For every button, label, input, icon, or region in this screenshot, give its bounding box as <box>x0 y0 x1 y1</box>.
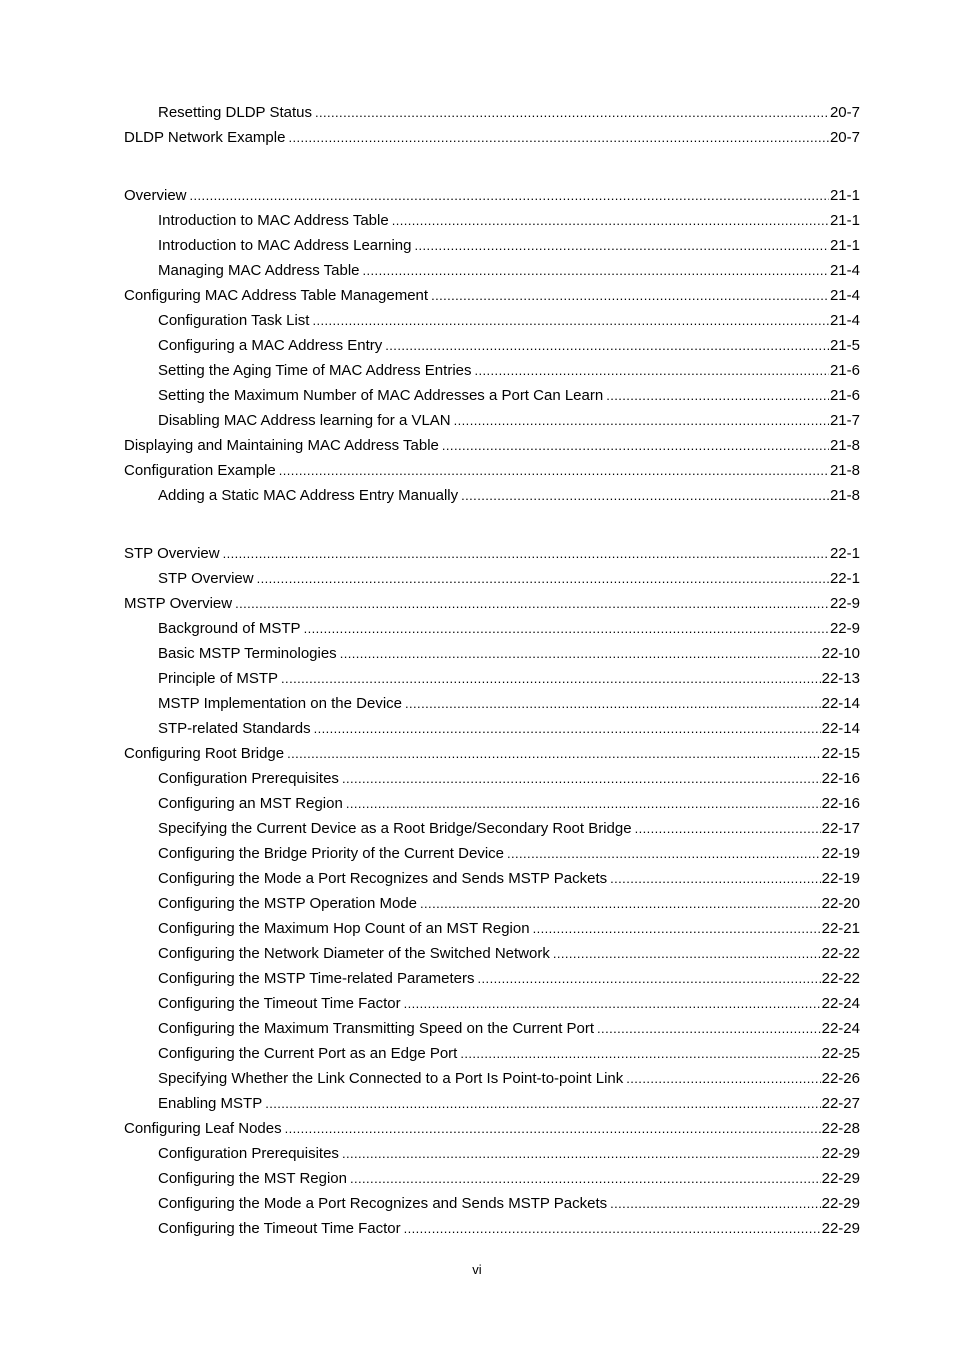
toc-entry-page: 22-27 <box>821 1095 860 1112</box>
dot-leader <box>279 458 829 483</box>
toc-entry-page: 21-7 <box>829 412 860 429</box>
dot-leader <box>610 1191 820 1216</box>
toc-entry-title: Configuring MAC Address Table Management <box>124 287 429 304</box>
toc-entry-level2[interactable] <box>124 566 860 591</box>
toc-entry-level2[interactable] <box>124 916 860 941</box>
toc-entry-title: Configuring the Mode a Port Recognizes and Sends MSTP Packets <box>158 1195 608 1212</box>
toc-entry-title: Introduction to MAC Address Learning <box>158 237 412 254</box>
dot-leader <box>475 358 829 383</box>
toc-entry-title: Basic MSTP Terminologies <box>158 645 337 662</box>
dot-leader <box>363 258 829 283</box>
toc-entry-level2[interactable] <box>124 1091 860 1116</box>
toc-entry-page: 22-29 <box>821 1195 860 1212</box>
toc-entry-page: 22-21 <box>821 920 860 937</box>
toc-entry-page: 21-1 <box>829 212 860 229</box>
toc-entry-title: Principle of MSTP <box>158 670 279 687</box>
toc-entry-level2[interactable] <box>124 666 860 691</box>
toc-entry-page: 22-22 <box>821 970 860 987</box>
toc-entry-level2[interactable] <box>124 991 860 1016</box>
toc-entry-title: Configuring the Mode a Port Recognizes and Sends MSTP Packets <box>158 870 608 887</box>
toc-entry-level1[interactable] <box>124 283 860 308</box>
dot-leader <box>281 666 821 691</box>
toc-entry-page: 22-16 <box>821 770 860 787</box>
toc-entry-level2[interactable] <box>124 966 860 991</box>
toc-entry-level2[interactable] <box>124 691 860 716</box>
toc-entry-title: MSTP Implementation on the Device <box>158 695 403 712</box>
toc-entry-level2[interactable] <box>124 1066 860 1091</box>
dot-leader <box>414 233 828 258</box>
toc-entry-level2[interactable] <box>124 483 860 508</box>
dot-leader <box>312 308 828 333</box>
toc-entry-title: Managing MAC Address Table <box>158 262 360 279</box>
toc-entry-title: Configuring a MAC Address Entry <box>158 337 383 354</box>
dot-leader <box>553 941 821 966</box>
toc-entry-level2[interactable] <box>124 233 860 258</box>
toc-entry-page: 22-26 <box>821 1070 860 1087</box>
toc-entry-title: Configuring the Timeout Time Factor <box>158 995 401 1012</box>
toc-entry-page: 22-29 <box>821 1170 860 1187</box>
toc-entry-level2[interactable] <box>124 941 860 966</box>
section-gap <box>124 508 860 541</box>
toc-entry-page: 20-7 <box>829 129 860 146</box>
toc-entry-title: Configuration Prerequisites <box>158 770 339 787</box>
table-of-contents <box>124 100 860 1241</box>
toc-entry-level2[interactable] <box>124 258 860 283</box>
toc-entry-page: 21-6 <box>829 362 860 379</box>
toc-entry-page: 22-9 <box>829 595 860 612</box>
toc-entry-title: Configuration Task List <box>158 312 310 329</box>
toc-entry-page: 22-16 <box>821 795 860 812</box>
toc-entry-page: 21-4 <box>829 262 860 279</box>
toc-entry-title: Configuration Example <box>124 462 276 479</box>
toc-entry-title: Enabling MSTP <box>158 1095 263 1112</box>
toc-entry-page: 21-8 <box>829 437 860 454</box>
toc-entry-page: 21-5 <box>829 337 860 354</box>
dot-leader <box>420 891 821 916</box>
toc-entry-title: MSTP Overview <box>124 595 233 612</box>
toc-entry-title: Configuring the Current Port as an Edge Port <box>158 1045 458 1062</box>
dot-leader <box>288 125 829 150</box>
toc-entry-page: 22-15 <box>821 745 860 762</box>
toc-entry-level2[interactable] <box>124 791 860 816</box>
dot-leader <box>392 208 829 233</box>
toc-entry-title: Configuring the Network Diameter of the Switched Network <box>158 945 550 962</box>
toc-entry-page: 22-19 <box>821 870 860 887</box>
toc-entry-level2[interactable] <box>124 308 860 333</box>
dot-leader <box>478 966 821 991</box>
toc-entry-level1[interactable] <box>124 458 860 483</box>
toc-entry-title: STP-related Standards <box>158 720 311 737</box>
toc-entry-level1[interactable] <box>124 125 860 150</box>
toc-entry-level2[interactable] <box>124 816 860 841</box>
toc-entry-page: 20-7 <box>829 104 860 121</box>
dot-leader <box>342 766 821 791</box>
dot-leader <box>314 716 821 741</box>
toc-entry-title: Displaying and Maintaining MAC Address Table <box>124 437 439 454</box>
toc-entry-page: 22-28 <box>821 1120 860 1137</box>
toc-entry-title: Disabling MAC Address learning for a VLAN <box>158 412 451 429</box>
toc-entry-page: 21-4 <box>829 287 860 304</box>
dot-leader <box>635 816 821 841</box>
toc-entry-level2[interactable] <box>124 716 860 741</box>
toc-entry-level2[interactable] <box>124 616 860 641</box>
toc-entry-level2[interactable] <box>124 333 860 358</box>
toc-entry-level2[interactable] <box>124 766 860 791</box>
toc-entry-title: Configuring an MST Region <box>158 795 343 812</box>
toc-entry-page: 22-14 <box>821 720 860 737</box>
toc-entry-level2[interactable] <box>124 1191 860 1216</box>
toc-entry-level2[interactable] <box>124 1016 860 1041</box>
toc-entry-level1[interactable] <box>124 741 860 766</box>
dot-leader <box>597 1016 821 1041</box>
toc-entry-page: 22-1 <box>829 570 860 587</box>
toc-entry-level2[interactable] <box>124 1041 860 1066</box>
toc-entry-title: STP Overview <box>158 570 254 587</box>
toc-entry-title: Configuring the Bridge Priority of the Current Device <box>158 845 504 862</box>
toc-entry-page: 21-6 <box>829 387 860 404</box>
toc-entry-title: Configuring the Maximum Transmitting Speed on the Current Port <box>158 1020 595 1037</box>
toc-entry-page: 21-4 <box>829 312 860 329</box>
dot-leader <box>461 483 829 508</box>
toc-entry-title: Configuring Root Bridge <box>124 745 285 762</box>
dot-leader <box>442 433 829 458</box>
toc-entry-level2[interactable] <box>124 408 860 433</box>
toc-entry-page: 21-8 <box>829 487 860 504</box>
dot-leader <box>454 408 829 433</box>
toc-entry-page: 21-8 <box>829 462 860 479</box>
toc-entry-level1[interactable] <box>124 433 860 458</box>
toc-entry-level2[interactable] <box>124 1141 860 1166</box>
toc-entry-level2[interactable] <box>124 358 860 383</box>
toc-entry-level2[interactable] <box>124 891 860 916</box>
dot-leader <box>460 1041 820 1066</box>
dot-leader <box>346 791 821 816</box>
toc-entry-title: Specifying the Current Device as a Root Bridge/Secondary Root Bridge <box>158 820 632 837</box>
dot-leader <box>315 100 829 125</box>
dot-leader <box>285 1116 821 1141</box>
dot-leader <box>265 1091 820 1116</box>
toc-entry-page: 22-24 <box>821 995 860 1012</box>
toc-entry-page: 22-1 <box>829 545 860 562</box>
page-number: vi <box>472 1262 482 1277</box>
toc-entry-title: Setting the Aging Time of MAC Address Entries <box>158 362 472 379</box>
dot-leader <box>257 566 829 591</box>
dot-leader <box>404 1216 821 1241</box>
toc-entry-page: 22-14 <box>821 695 860 712</box>
toc-entry-level2[interactable] <box>124 1166 860 1191</box>
toc-entry-page: 22-20 <box>821 895 860 912</box>
dot-leader <box>350 1166 821 1191</box>
toc-entry-page: 22-9 <box>829 620 860 637</box>
section-gap <box>124 150 860 183</box>
toc-entry-title: Overview <box>124 187 187 204</box>
toc-entry-page: 22-22 <box>821 945 860 962</box>
dot-leader <box>626 1066 820 1091</box>
toc-entry-title: Setting the Maximum Number of MAC Addresses a Port Can Learn <box>158 387 604 404</box>
dot-leader <box>405 691 821 716</box>
toc-entry-level1[interactable] <box>124 541 860 566</box>
toc-entry-page: 22-25 <box>821 1045 860 1062</box>
toc-entry-level1[interactable] <box>124 183 860 208</box>
toc-entry-level1[interactable] <box>124 1116 860 1141</box>
toc-entry-page: 21-1 <box>829 187 860 204</box>
toc-entry-level1[interactable] <box>124 591 860 616</box>
dot-leader <box>606 383 829 408</box>
dot-leader <box>404 991 821 1016</box>
toc-entry-page: 22-29 <box>821 1220 860 1237</box>
toc-entry-title: Background of MSTP <box>158 620 301 637</box>
toc-entry-title: Configuring the MSTP Time-related Parameters <box>158 970 475 987</box>
dot-leader <box>342 1141 821 1166</box>
toc-entry-title: Resetting DLDP Status <box>158 104 312 121</box>
toc-entry-page: 22-13 <box>821 670 860 687</box>
toc-entry-title: Configuration Prerequisites <box>158 1145 339 1162</box>
dot-leader <box>507 841 821 866</box>
toc-entry-title: Configuring the Timeout Time Factor <box>158 1220 401 1237</box>
toc-entry-title: Configuring the Maximum Hop Count of an MST Region <box>158 920 530 937</box>
toc-entry-level2[interactable] <box>124 208 860 233</box>
toc-entry-page: 22-29 <box>821 1145 860 1162</box>
dot-leader <box>340 641 821 666</box>
toc-entry-page: 22-17 <box>821 820 860 837</box>
dot-leader <box>533 916 821 941</box>
toc-entry-level2[interactable] <box>124 1216 860 1241</box>
toc-entry-level2[interactable] <box>124 100 860 125</box>
dot-leader <box>431 283 829 308</box>
dot-leader <box>223 541 829 566</box>
toc-entry-level2[interactable] <box>124 641 860 666</box>
toc-entry-page: 21-1 <box>829 237 860 254</box>
toc-entry-title: Configuring the MST Region <box>158 1170 347 1187</box>
toc-entry-title: STP Overview <box>124 545 220 562</box>
toc-entry-title: Configuring Leaf Nodes <box>124 1120 282 1137</box>
toc-entry-title: DLDP Network Example <box>124 129 286 146</box>
toc-entry-page: 22-10 <box>821 645 860 662</box>
toc-entry-level2[interactable] <box>124 866 860 891</box>
dot-leader <box>304 616 829 641</box>
toc-entry-title: Introduction to MAC Address Table <box>158 212 389 229</box>
toc-entry-title: Adding a Static MAC Address Entry Manually <box>158 487 459 504</box>
toc-entry-level2[interactable] <box>124 383 860 408</box>
toc-entry-page: 22-24 <box>821 1020 860 1037</box>
toc-entry-title: Specifying Whether the Link Connected to a Port Is Point-to-point Link <box>158 1070 624 1087</box>
dot-leader <box>235 591 829 616</box>
dot-leader <box>385 333 829 358</box>
toc-entry-level2[interactable] <box>124 841 860 866</box>
dot-leader <box>190 183 829 208</box>
toc-entry-page: 22-19 <box>821 845 860 862</box>
dot-leader <box>610 866 820 891</box>
toc-entry-title: Configuring the MSTP Operation Mode <box>158 895 418 912</box>
dot-leader <box>287 741 821 766</box>
